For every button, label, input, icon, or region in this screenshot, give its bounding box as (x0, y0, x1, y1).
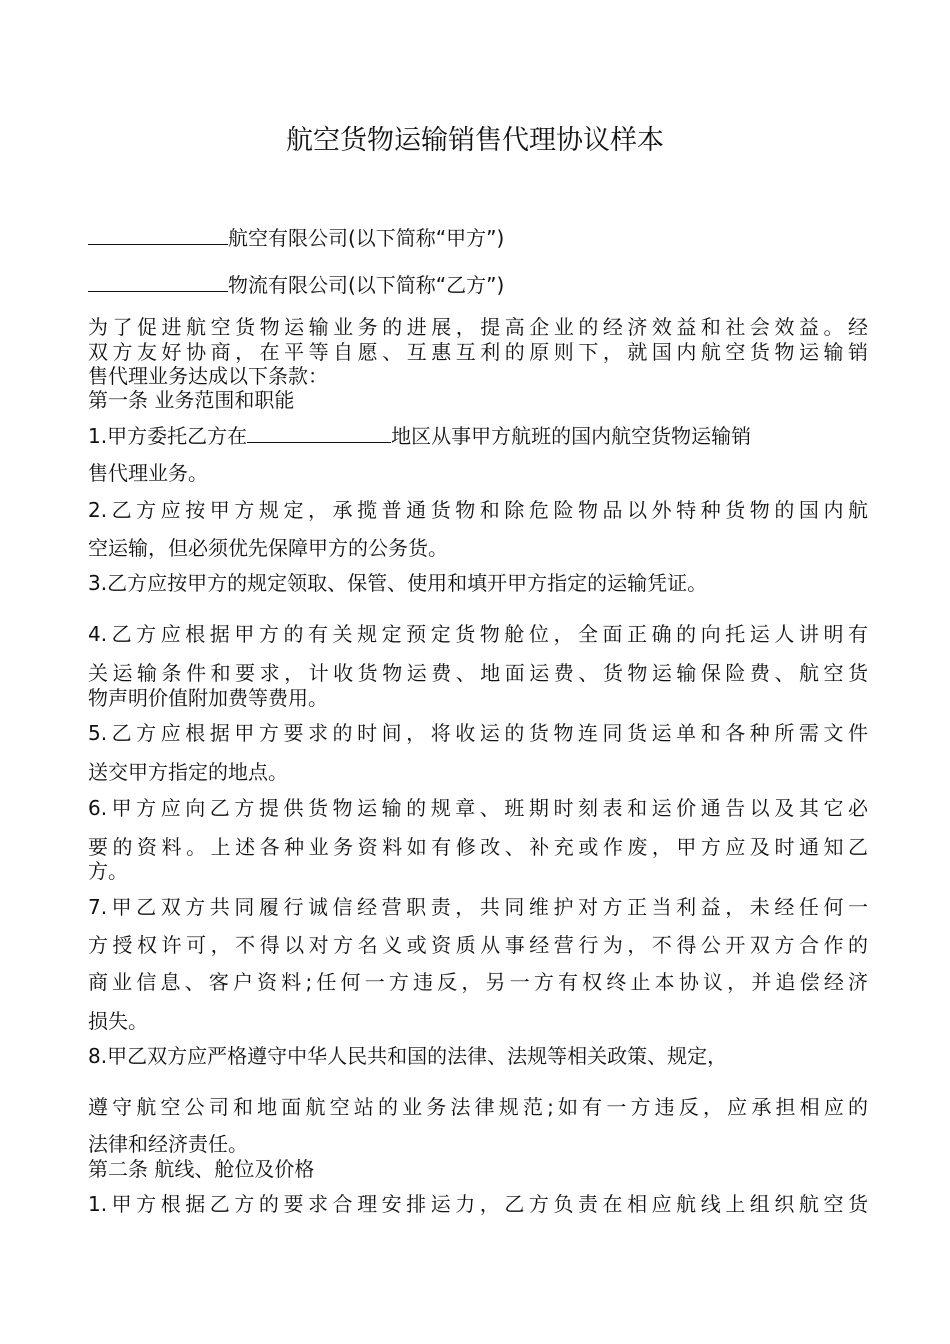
clause-6-line-2: 要的资料。上述各种业务资料如有修改、补充或作废，甲方应及时通知乙 (88, 835, 868, 859)
party-b-text: 物流有限公司(以下简称“乙方”) (228, 273, 505, 297)
clause-2-line-2: 空运输，但必须优先保障甲方的公务货。 (88, 536, 448, 560)
clause-8-line-2: 遵守航空公司和地面航空站的业务法律规范;如有一方违反，应承担相应的 (88, 1095, 868, 1119)
clause-1-line-2: 售代理业务。 (88, 461, 208, 485)
clause-1-line-1 (88, 422, 868, 450)
clause-5-line-2: 送交甲方指定的地点。 (88, 760, 288, 784)
clause-1-suffix: 地区从事甲方航班的国内航空货物运输销 (391, 424, 752, 448)
clause-6-line-3: 方。 (88, 859, 128, 883)
clause-5-line-1: 5.乙方应根据甲方要求的时间，将收运的货物连同货运单和各种所需文件 (88, 721, 868, 745)
clause-4-line-1: 4.乙方应根据甲方的有关规定预定货物舱位，全面正确的向托运人讲明有 (88, 622, 868, 646)
clause-8-line-3: 法律和经济责任。 (88, 1132, 248, 1156)
clause-7-line-3: 商业信息、客户资料;任何一方违反，另一方有权终止本协议，并追偿经济 (88, 970, 868, 994)
clause-2-line-1: 2.乙方应按甲方规定，承揽普通货物和除危险物品以外特种货物的国内航 (88, 498, 868, 522)
article-1-heading: 第一条 业务范围和职能 (88, 388, 295, 412)
clause-7-line-1: 7.甲乙双方共同履行诚信经营职责，共同维护对方正当利益，未经任何一 (88, 895, 868, 919)
clause-4-line-2: 关运输条件和要求，计收货物运费、地面运费、货物运输保险费、航空货 (88, 661, 868, 685)
party-a-line (88, 224, 868, 252)
clause-4-line-3: 物声明价值附加费等费用。 (88, 686, 328, 710)
clause-3: 3.乙方应按甲方的规定领取、保管、使用和填开甲方指定的运输凭证。 (88, 571, 708, 595)
intro-line-1: 为了促进航空货物运输业务的进展，提高企业的经济效益和社会效益。经 (88, 315, 868, 339)
document-title: 航空货物运输销售代理协议样本 (286, 125, 664, 156)
intro-line-3: 售代理业务达成以下条款： (88, 364, 328, 388)
intro-line-2: 双方友好协商，在平等自愿、互惠互利的原则下，就国内航空货物运输销 (88, 340, 868, 364)
clause-6-line-1: 6.甲方应向乙方提供货物运输的规章、班期时刻表和运价通告以及其它必 (88, 796, 868, 820)
party-a-text: 航空有限公司(以下简称“甲方”) (228, 226, 505, 250)
article-2-clause-1: 1.甲方根据乙方的要求合理安排运力，乙方负责在相应航线上组织航空货 (88, 1192, 868, 1216)
clause-7-line-4: 损失。 (88, 1009, 148, 1033)
clause-8-line-1: 8.甲乙双方应严格遵守中华人民共和国的法律、法规等相关政策、规定， (88, 1044, 728, 1068)
party-a-name-blank[interactable] (88, 224, 228, 245)
article-2-heading: 第二条 航线、舱位及价格 (88, 1157, 315, 1181)
region-blank[interactable] (247, 422, 391, 443)
party-b-name-blank[interactable] (88, 271, 228, 292)
party-b-line (88, 271, 868, 299)
clause-1-prefix: 1.甲方委托乙方在 (88, 424, 248, 448)
clause-7-line-2: 方授权许可，不得以对方名义或资质从事经营行为，不得公开双方合作的 (88, 933, 868, 957)
